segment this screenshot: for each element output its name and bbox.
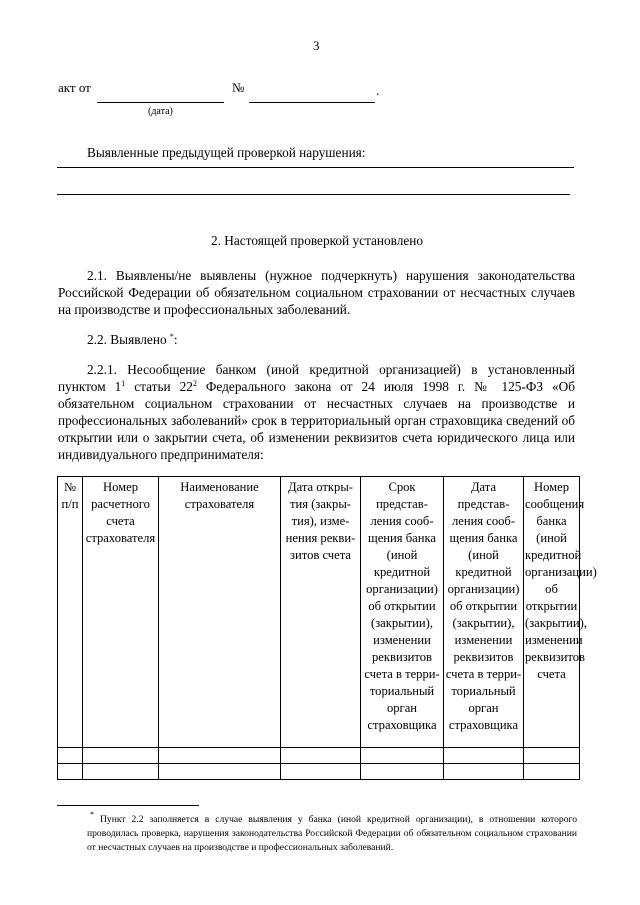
- footnote-separator: [57, 805, 199, 806]
- table-cell[interactable]: [361, 764, 444, 780]
- number-sign: №: [232, 80, 245, 95]
- paragraph-2-1: [58, 267, 575, 318]
- table-cell[interactable]: [159, 748, 281, 764]
- table-row: [58, 764, 580, 780]
- header-cell-submit-date: Дата представ-ления сооб-щения банка (иной кредитной организации) об открытии (закрытии), изменении реквизитов счета в терри-ториальный орган страховщика: [444, 477, 524, 748]
- footnote-ref-mark: *: [169, 332, 174, 341]
- violations-line-2[interactable]: [57, 194, 570, 195]
- table-cell[interactable]: [281, 748, 361, 764]
- table-cell[interactable]: [444, 764, 524, 780]
- table-cell[interactable]: [83, 748, 159, 764]
- table-row: [58, 748, 580, 764]
- section-heading: 2. Настоящей проверкой установлено: [211, 233, 424, 248]
- footnote-text: Пункт 2.2 заполняется в случае выявления у банка (иной кредитной организации), в отношении которого проводилась проверка, нарушения законодательства Российской Федерации об обязательном социальном страховании от несчастных случаев на производстве и профессиональных заболеваний.: [87, 814, 577, 853]
- table-cell[interactable]: [83, 764, 159, 780]
- table-cell[interactable]: [159, 764, 281, 780]
- table-cell[interactable]: [58, 764, 83, 780]
- table-cell[interactable]: [444, 748, 524, 764]
- header-cell-number: № п/п: [58, 477, 83, 748]
- page-number: 3: [313, 38, 320, 53]
- table-cell[interactable]: [281, 764, 361, 780]
- paragraph-2-1-text: 2.1. Выявлены/не выявлены (нужное подчеркнуть) нарушения законодательства Российской Федерации об обязательном социальном страховании от несчастных случаев на производстве и профессиональных заболеваний.: [58, 268, 575, 317]
- paragraph-2-2-1-part-c: Федерального закона от 24 июля 1998 г. № 125-ФЗ «Об обязательном социальном страховании от несчастных случаев на производстве и профессиональных заболеваний» срок в территориальный орган страховщика сведений об открытии или о закрытии счета, об изменении реквизитов счета юридического лица или индивидуального предпринимателя:: [58, 379, 575, 462]
- paragraph-2-2-colon: :: [173, 332, 178, 347]
- table-cell[interactable]: [58, 748, 83, 764]
- date-field-line[interactable]: [97, 102, 224, 103]
- table-cell[interactable]: [524, 748, 580, 764]
- header-cell-insurer-name: Наименование страхователя: [159, 477, 281, 748]
- violations-label: Выявленные предыдущей проверкой нарушения:: [87, 145, 366, 160]
- superscript-1: 1: [121, 379, 126, 388]
- paragraph-2-2-1-part-b: статьи 22: [125, 379, 193, 394]
- paragraph-2-2: [87, 332, 178, 348]
- header-cell-deadline: Срок представ-ления сооб-щения банка (иной кредитной организации) об открытии (закрытии), изменении реквизитов счета в терри-ториальный орган страховщика: [361, 477, 444, 748]
- paragraph-2-2-text: 2.2. Выявлено: [87, 332, 167, 347]
- footnote-mark: *: [90, 810, 94, 819]
- table-header-row: [58, 477, 580, 748]
- header-cell-account: Номер расчетного счета страхователя: [83, 477, 159, 748]
- header-cell-open-date: Дата откры-тия (закры-тия), изме-нения рекви-зитов счета: [281, 477, 361, 748]
- date-caption: (дата): [148, 106, 173, 117]
- footnote: [87, 810, 577, 855]
- trailing-dot: .: [376, 83, 380, 98]
- number-field-line[interactable]: [249, 102, 375, 103]
- table-cell[interactable]: [524, 764, 580, 780]
- violations-line-1[interactable]: [57, 167, 574, 168]
- violations-table: [57, 476, 597, 780]
- paragraph-2-2-1-part-a: 2.2.1. Несообщение банком (иной кредитной организацией) в установленный пунктом 1: [58, 362, 575, 394]
- act-prefix: акт от: [58, 80, 91, 95]
- superscript-2: 2: [192, 379, 197, 388]
- paragraph-2-2-1: [58, 361, 575, 463]
- table-cell[interactable]: [361, 748, 444, 764]
- header-cell-message-number: Номер сообщения банка (иной кредитной организации) об открытии (закрытии), изменении реквизитов счета: [524, 477, 580, 748]
